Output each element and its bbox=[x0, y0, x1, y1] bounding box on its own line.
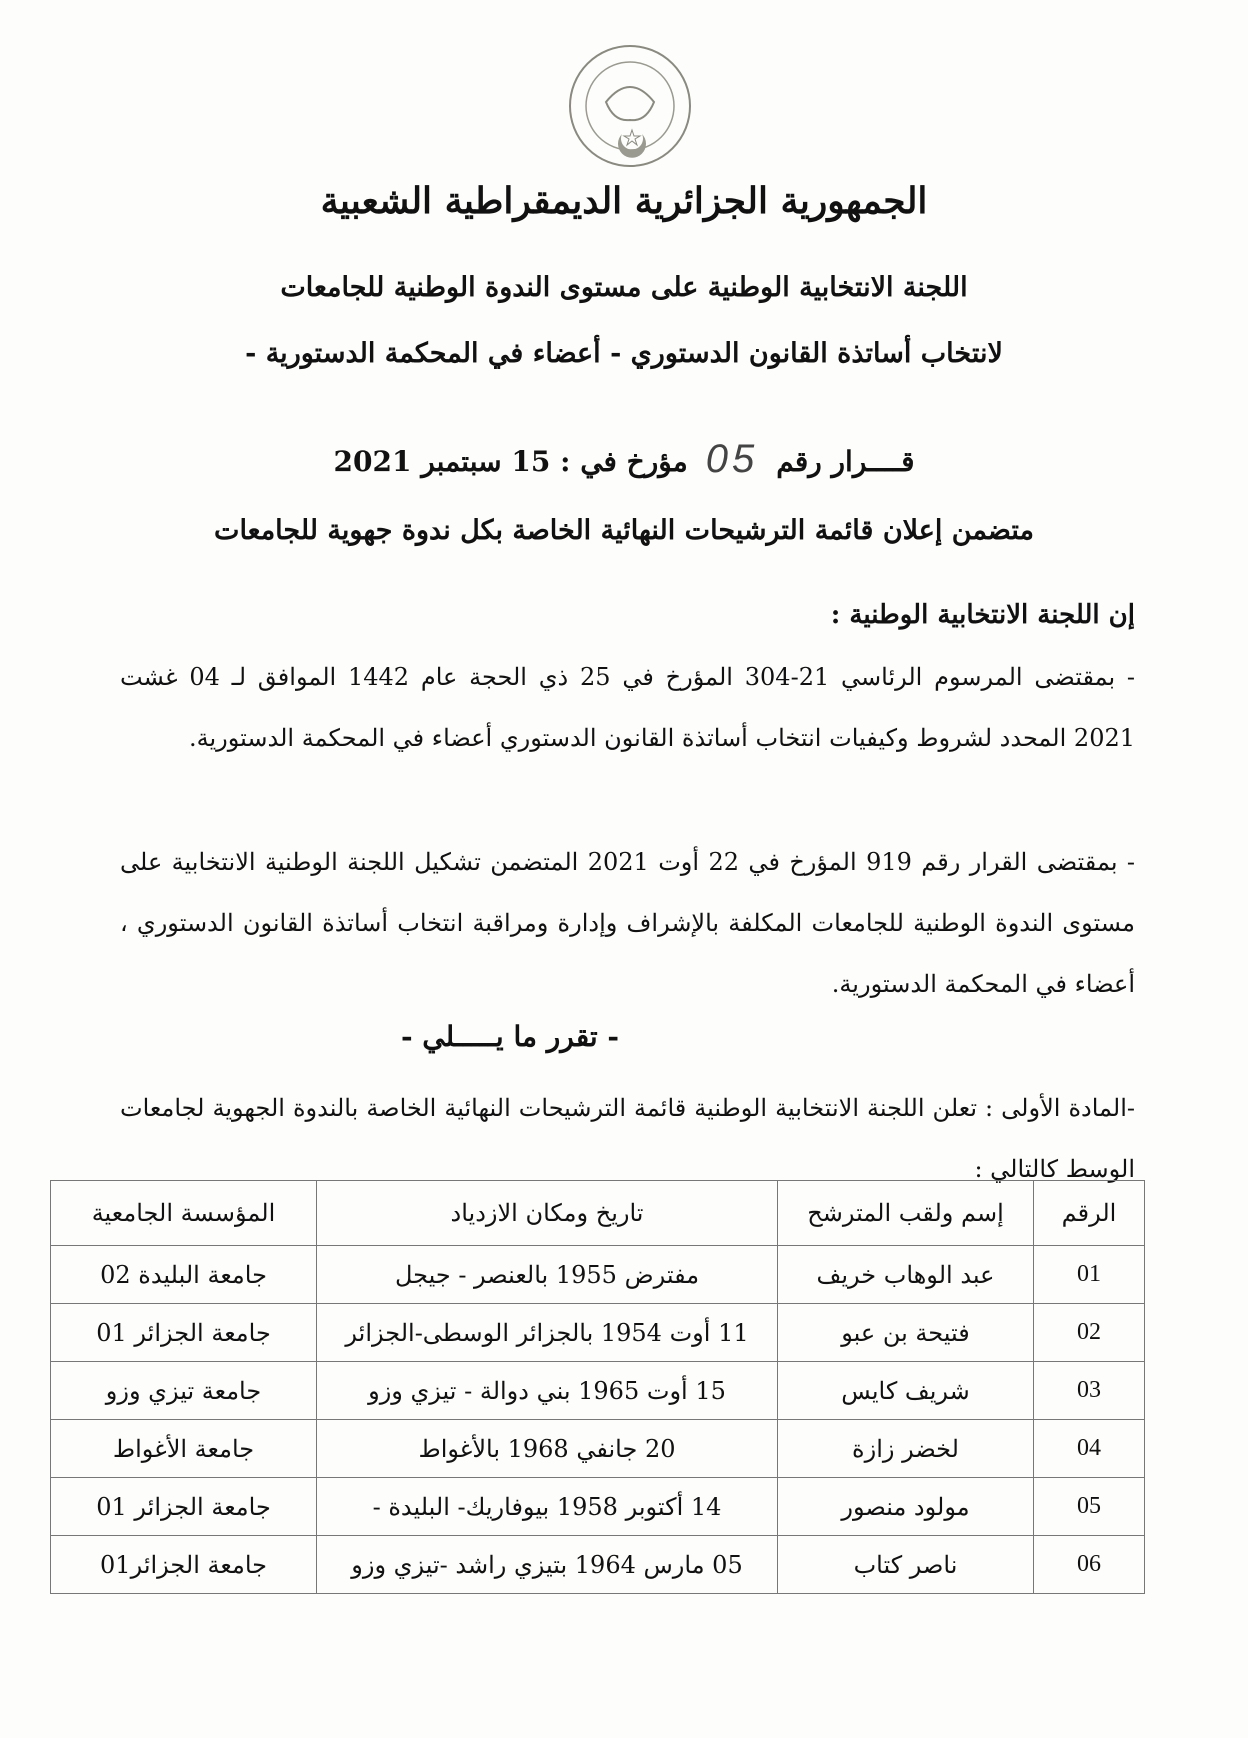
committee-line-2: لانتخاب أساتذة القانون الدستوري - أعضاء في المحكمة الدستورية - bbox=[245, 338, 1003, 369]
cell-birth: 14 أكتوبر 1958 بيوفاريك- البليدة - bbox=[317, 1478, 778, 1536]
decision-number: 05 bbox=[705, 437, 759, 481]
table-header-row bbox=[51, 1181, 1145, 1246]
header-institution: المؤسسة الجامعية bbox=[51, 1181, 317, 1246]
cell-number: 01 bbox=[1034, 1246, 1145, 1304]
state-seal-emblem bbox=[566, 42, 694, 170]
cell-number: 03 bbox=[1034, 1362, 1145, 1420]
cell-institution: جامعة الجزائر01 bbox=[51, 1536, 317, 1594]
cell-institution: جامعة الأغواط bbox=[51, 1420, 317, 1478]
intro-text: إن اللجنة الانتخابية الوطنية : bbox=[830, 600, 1135, 630]
cell-name: شريف كايس bbox=[778, 1362, 1034, 1420]
cell-name: مولود منصور bbox=[778, 1478, 1034, 1536]
cell-number: 05 bbox=[1034, 1478, 1145, 1536]
header-number: الرقم bbox=[1034, 1181, 1145, 1246]
cell-name: عبد الوهاب خريف bbox=[778, 1246, 1034, 1304]
cell-institution: جامعة تيزي وزو bbox=[51, 1362, 317, 1420]
cell-name: ناصر كتاب bbox=[778, 1536, 1034, 1594]
cell-name: لخضر زازة bbox=[778, 1420, 1034, 1478]
cell-birth: 11 أوت 1954 بالجزائر الوسطى-الجزائر bbox=[317, 1304, 778, 1362]
country-title: الجمهورية الجزائرية الديمقراطية الشعبية bbox=[320, 180, 928, 222]
decision-topic: متضمن إعلان قائمة الترشيحات النهائية الخاصة بكل ندوة جهوية للجامعات bbox=[214, 515, 1034, 546]
table-row bbox=[51, 1536, 1145, 1594]
candidates-table bbox=[50, 1180, 1145, 1594]
table-row bbox=[51, 1478, 1145, 1536]
cell-institution: جامعة الجزائر 01 bbox=[51, 1478, 317, 1536]
article-1: -المادة الأولى : تعلن اللجنة الانتخابية الوطنية قائمة الترشيحات النهائية الخاصة بالندوة الجهوية لجامعات الوسط كالتالي : bbox=[120, 1094, 1135, 1183]
cell-number: 06 bbox=[1034, 1536, 1145, 1594]
cell-institution: جامعة البليدة 02 bbox=[51, 1246, 317, 1304]
cell-birth: 15 أوت 1965 بني دوالة - تيزي وزو bbox=[317, 1362, 778, 1420]
cell-birth: 20 جانفي 1968 بالأغواط bbox=[317, 1420, 778, 1478]
paragraph-decision: - بمقتضى القرار رقم 919 المؤرخ في 22 أوت 2021 المتضمن تشكيل اللجنة الوطنية الانتخابية على مستوى الندوة الوطنية للجامعات المكلفة بالإشراف وإدارة ومراقبة انتخاب أساتذة القانون الدستوري ، أعضاء في المحكمة الدستورية. bbox=[120, 848, 1136, 998]
cell-birth: مفترض 1955 بالعنصر - جيجل bbox=[317, 1246, 778, 1304]
cell-birth: 05 مارس 1964 بتيزي راشد -تيزي وزو bbox=[317, 1536, 778, 1594]
decision-label: قــــرار رقم bbox=[776, 445, 915, 478]
decides-heading: - تقرر ما يـــــلي - bbox=[400, 1020, 620, 1053]
committee-line-1: اللجنة الانتخابية الوطنية على مستوى الندوة الوطنية للجامعات bbox=[280, 272, 968, 303]
table-row bbox=[51, 1304, 1145, 1362]
table-row bbox=[51, 1362, 1145, 1420]
cell-institution: جامعة الجزائر 01 bbox=[51, 1304, 317, 1362]
decision-heading bbox=[0, 437, 1248, 482]
table-row bbox=[51, 1246, 1145, 1304]
decision-date: مؤرخ في : 15 سبتمبر 2021 bbox=[333, 445, 688, 478]
cell-number: 04 bbox=[1034, 1420, 1145, 1478]
cell-name: فتيحة بن عبو bbox=[778, 1304, 1034, 1362]
paragraph-decree: - بمقتضى المرسوم الرئاسي 21-304 المؤرخ في 25 ذي الحجة عام 1442 الموافق لـ 04 غشت 2021 المحدد لشروط وكيفيات انتخاب أساتذة القانون الدستوري أعضاء في المحكمة الدستورية. bbox=[120, 663, 1136, 752]
header-birth: تاريخ ومكان الازدياد bbox=[317, 1181, 778, 1246]
header-name: إسم ولقب المترشح bbox=[778, 1181, 1034, 1246]
cell-number: 02 bbox=[1034, 1304, 1145, 1362]
table-row bbox=[51, 1420, 1145, 1478]
